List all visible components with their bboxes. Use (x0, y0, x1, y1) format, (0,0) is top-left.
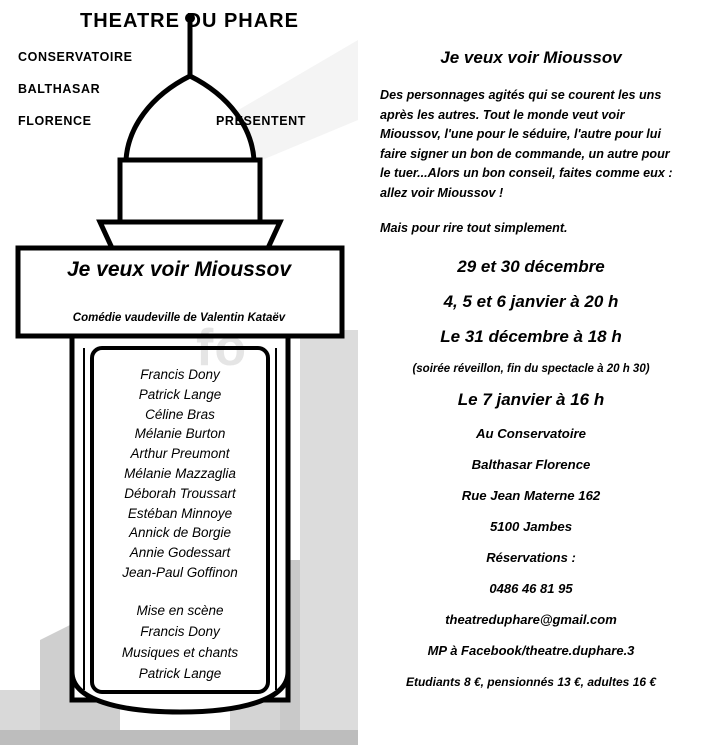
list-item: Déborah Troussart (124, 485, 236, 501)
list-item: Estéban Minnoye (127, 505, 233, 521)
prices-line: Etudiants 8 €, pensionnés 13 €, adultes 16 € (405, 674, 657, 689)
date-line-1: 29 et 30 décembre (457, 256, 605, 276)
contact-block (380, 550, 682, 658)
list-item: Annick de Borgie (128, 525, 232, 541)
cast-list (95, 365, 265, 583)
watermark-text: fo (196, 319, 248, 377)
date-line-2: 4, 5 et 6 janvier à 20 h (443, 291, 619, 311)
email-address[interactable]: theatreduphare@gmail.com (445, 611, 617, 627)
credit-line: Mise en scène (136, 603, 224, 618)
list-item: Francis Dony (140, 367, 220, 382)
list-item: Céline Bras (145, 406, 215, 422)
poster-title: Je veux voir Mioussov (66, 258, 292, 281)
venue-line-1: Au Conservatoire (476, 425, 586, 441)
date-note: (soirée réveillon, fin du spectacle à 20 h 30) (412, 362, 650, 375)
reservations-label: Réservations : (486, 549, 576, 565)
presenter-verb: PRESENTENT (216, 114, 307, 128)
list-item: Mélanie Burton (134, 426, 226, 442)
facebook-link[interactable]: MP à Facebook/theatre.duphare.3 (427, 642, 635, 658)
venue-line-4: 5100 Jambes (489, 518, 573, 534)
list-item: Mélanie Mazzaglia (124, 465, 236, 481)
dates-block (380, 257, 682, 410)
list-item: Arthur Preumont (130, 446, 230, 462)
credits-block (95, 600, 265, 684)
phone-number[interactable]: 0486 46 81 95 (489, 580, 573, 596)
presenter-line-2: BALTHASAR (18, 82, 101, 96)
theatre-name: THEATRE DU PHARE (80, 10, 299, 32)
poster-subtitle: Comédie vaudeville de Valentin Kataëv (72, 312, 286, 324)
credit-line: Musiques et chants (121, 645, 239, 660)
presenter-line-3: FLORENCE (18, 114, 92, 128)
info-panel (358, 0, 704, 745)
credit-line: Francis Dony (140, 624, 220, 639)
presenter-line-1: CONSERVATOIRE (18, 50, 133, 64)
venue-block (380, 426, 682, 534)
date-line-4: Le 7 janvier à 16 h (457, 389, 605, 409)
info-title: Je veux voir Mioussov (440, 48, 622, 67)
list-item: Jean-Paul Goffinon (122, 564, 238, 580)
credit-line: Patrick Lange (138, 666, 222, 681)
venue-line-2: Balthasar Florence (471, 456, 591, 472)
info-paragraph-2: Mais pour rire tout simplement. (380, 221, 568, 235)
date-line-3: Le 31 décembre à 18 h (440, 326, 622, 346)
list-item: Patrick Lange (138, 386, 222, 402)
list-item: Annie Godessart (129, 545, 231, 561)
venue-line-3: Rue Jean Materne 162 (461, 487, 601, 503)
info-paragraph-1: Des personnages agités qui se courent les uns après les autres. Tout le monde veut voir Mioussov, l'une pour le séduire, l'autre pour lui faire signer un bon de commande, un autre pour le tuer...Alors un bon conseil, faites comme eux : allez voir Mioussov ! (380, 88, 673, 200)
